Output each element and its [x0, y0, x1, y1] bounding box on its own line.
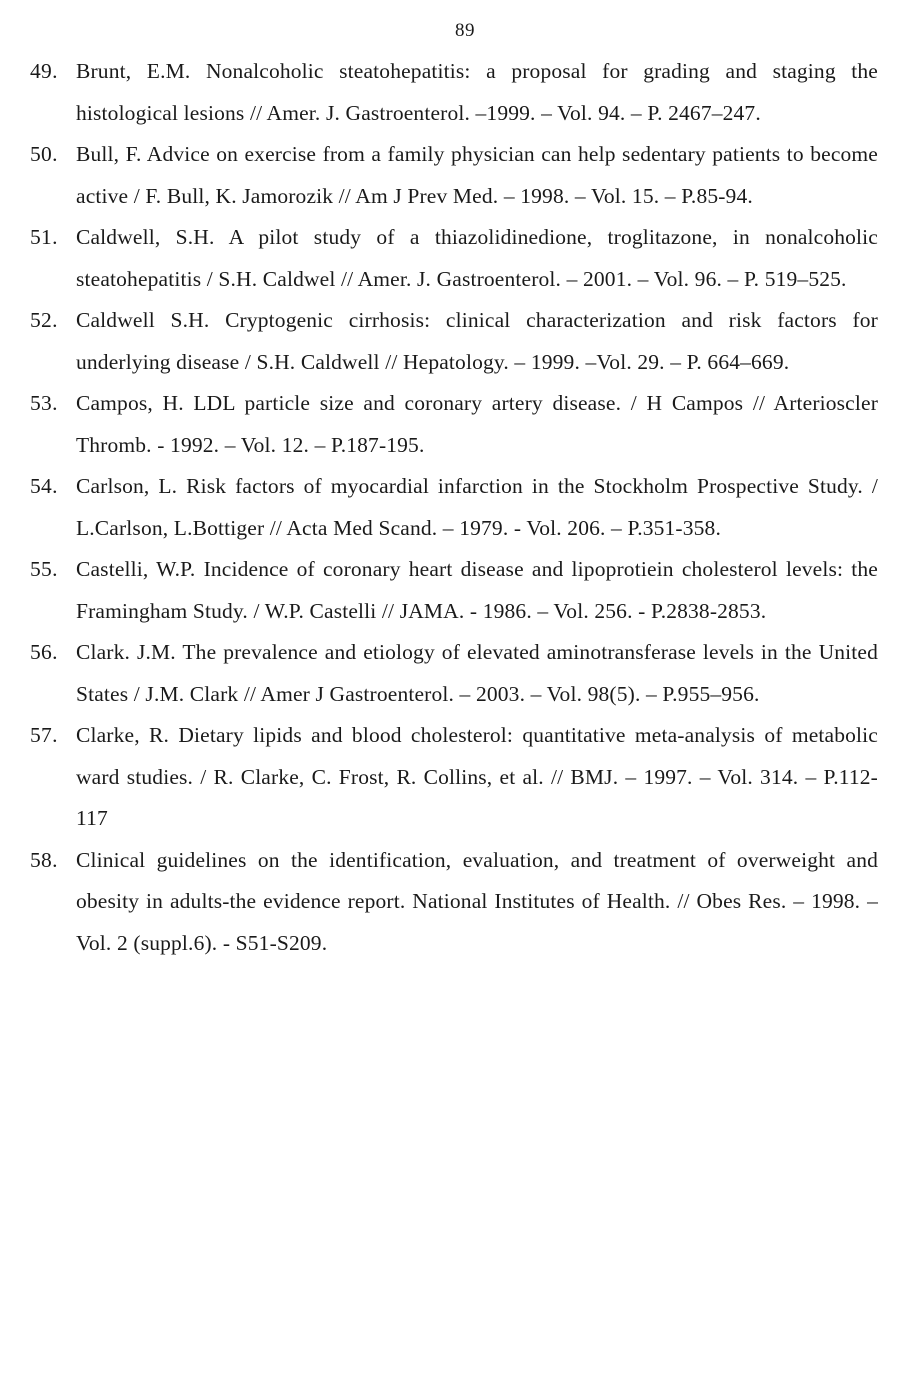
- reference-number: 50.: [30, 142, 58, 166]
- reference-item: [30, 300, 878, 383]
- reference-item: [30, 383, 878, 466]
- reference-number: 53.: [30, 391, 58, 415]
- reference-text: Clark. J.M. The prevalence and etiology of elevated aminotransferase levels in the United States / J.M. Clark // Amer J Gastroenterol. – 2003. – Vol. 98(5). – P.955–956.: [76, 640, 878, 706]
- reference-item: [30, 632, 878, 715]
- reference-list: [30, 51, 878, 964]
- reference-item: [30, 466, 878, 549]
- reference-number: 51.: [30, 225, 58, 249]
- reference-text: Caldwell S.H. Cryptogenic cirrhosis: clinical characterization and risk factors for underlying disease / S.H. Caldwell // Hepatology. – 1999. –Vol. 29. – P. 664–669.: [76, 308, 878, 374]
- reference-text: Caldwell, S.H. A pilot study of a thiazolidinedione, troglitazone, in nonalcoholic steatohepatitis / S.H. Caldwel // Amer. J. Gastroenterol. – 2001. – Vol. 96. – P. 519–525.: [76, 225, 878, 291]
- reference-number: 54.: [30, 474, 58, 498]
- reference-text: Bull, F. Advice on exercise from a family physician can help sedentary patients to become active / F. Bull, K. Jamorozik // Am J Prev Med. – 1998. – Vol. 15. – P.85-94.: [76, 142, 878, 208]
- reference-text: Castelli, W.P. Incidence of coronary heart disease and lipoprotiein cholesterol levels: the Framingham Study. / W.P. Castelli // JAMA. - 1986. – Vol. 256. - P.2838-2853.: [76, 557, 878, 623]
- reference-number: 52.: [30, 308, 58, 332]
- reference-number: 56.: [30, 640, 58, 664]
- reference-item: [30, 715, 878, 840]
- page-number: 89: [455, 20, 475, 41]
- reference-text: Brunt, E.M. Nonalcoholic steatohepatitis: a proposal for grading and staging the histological lesions // Amer. J. Gastroenterol. –1999. – Vol. 94. – P. 2467–247.: [76, 59, 878, 125]
- reference-item: [30, 549, 878, 632]
- reference-item: [30, 840, 878, 965]
- reference-text: Clarke, R. Dietary lipids and blood cholesterol: quantitative meta-analysis of metabolic ward studies. / R. Clarke, C. Frost, R. Collins, et al. // BMJ. – 1997. – Vol. 314. – P.112-117: [76, 723, 878, 830]
- reference-number: 55.: [30, 557, 58, 581]
- reference-item: [30, 134, 878, 217]
- reference-number: 49.: [30, 59, 58, 83]
- reference-item: [30, 51, 878, 134]
- reference-number: 57.: [30, 723, 58, 747]
- reference-text: Carlson, L. Risk factors of myocardial infarction in the Stockholm Prospective Study. / L.Carlson, L.Bottiger // Acta Med Scand. – 1979. - Vol. 206. – P.351-358.: [76, 474, 878, 540]
- reference-text: Campos, H. LDL particle size and coronary artery disease. / H Campos // Arterioscler Thromb. - 1992. – Vol. 12. – P.187-195.: [76, 391, 878, 457]
- reference-number: 58.: [30, 847, 58, 872]
- reference-text: Clinical guidelines on the identification, evaluation, and treatment of overweight and obesity in adults-the evidence report. National Institutes of Health. // Obes Res. – 1998. – Vol. 2 (suppl.6). - S51-S209.: [76, 847, 878, 955]
- reference-item: [30, 217, 878, 300]
